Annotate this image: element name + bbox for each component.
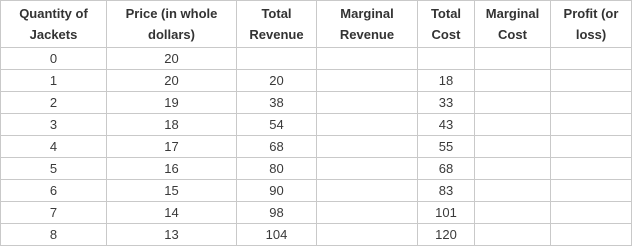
cell-marginal-cost <box>475 224 551 246</box>
header-row <box>1 1 632 48</box>
cell-marginal-revenue <box>317 136 418 158</box>
cell-total-cost: 120 <box>418 224 475 246</box>
cell-total-cost <box>418 48 475 70</box>
cell-marginal-cost <box>475 48 551 70</box>
header-total-revenue: Total Revenue <box>237 1 317 48</box>
cell-total-cost: 68 <box>418 158 475 180</box>
cell-profit <box>551 92 632 114</box>
cell-price: 20 <box>107 70 237 92</box>
header-price: Price (in whole dollars) <box>107 1 237 48</box>
cell-marginal-revenue <box>317 180 418 202</box>
table-row <box>1 202 632 224</box>
header-marginal-revenue: Marginal Revenue <box>317 1 418 48</box>
cell-quantity: 4 <box>1 136 107 158</box>
cell-total-revenue: 20 <box>237 70 317 92</box>
header-marginal-cost: Marginal Cost <box>475 1 551 48</box>
cell-price: 15 <box>107 180 237 202</box>
cell-price: 13 <box>107 224 237 246</box>
cell-quantity: 8 <box>1 224 107 246</box>
cell-total-revenue: 104 <box>237 224 317 246</box>
cell-marginal-revenue <box>317 158 418 180</box>
cell-profit <box>551 158 632 180</box>
cell-quantity: 5 <box>1 158 107 180</box>
cell-total-revenue: 98 <box>237 202 317 224</box>
cell-profit <box>551 202 632 224</box>
table-row <box>1 136 632 158</box>
header-profit: Profit (or loss) <box>551 1 632 48</box>
cell-marginal-cost <box>475 114 551 136</box>
cell-total-cost: 101 <box>418 202 475 224</box>
cell-marginal-cost <box>475 92 551 114</box>
cell-quantity: 3 <box>1 114 107 136</box>
cell-marginal-cost <box>475 70 551 92</box>
cell-total-cost: 55 <box>418 136 475 158</box>
table-row <box>1 70 632 92</box>
cell-quantity: 6 <box>1 180 107 202</box>
cell-total-cost: 43 <box>418 114 475 136</box>
header-quantity: Quantity of Jackets <box>1 1 107 48</box>
cell-quantity: 7 <box>1 202 107 224</box>
table-row <box>1 224 632 246</box>
cell-marginal-revenue <box>317 202 418 224</box>
cell-price: 20 <box>107 48 237 70</box>
table-row <box>1 48 632 70</box>
cell-price: 18 <box>107 114 237 136</box>
cell-marginal-revenue <box>317 70 418 92</box>
cell-total-revenue: 54 <box>237 114 317 136</box>
cell-profit <box>551 180 632 202</box>
cell-price: 17 <box>107 136 237 158</box>
cell-total-cost: 33 <box>418 92 475 114</box>
cell-quantity: 2 <box>1 92 107 114</box>
table-row <box>1 158 632 180</box>
cell-total-revenue: 68 <box>237 136 317 158</box>
cell-profit <box>551 48 632 70</box>
cell-total-cost: 83 <box>418 180 475 202</box>
cell-total-revenue <box>237 48 317 70</box>
cell-total-revenue: 80 <box>237 158 317 180</box>
cell-quantity: 0 <box>1 48 107 70</box>
cell-marginal-cost <box>475 158 551 180</box>
table-row <box>1 180 632 202</box>
cell-quantity: 1 <box>1 70 107 92</box>
cell-profit <box>551 114 632 136</box>
cell-profit <box>551 224 632 246</box>
table-row <box>1 114 632 136</box>
cell-total-revenue: 90 <box>237 180 317 202</box>
header-total-cost: Total Cost <box>418 1 475 48</box>
cell-price: 19 <box>107 92 237 114</box>
cell-marginal-revenue <box>317 224 418 246</box>
table-row <box>1 92 632 114</box>
cell-total-revenue: 38 <box>237 92 317 114</box>
cell-profit <box>551 70 632 92</box>
cell-price: 14 <box>107 202 237 224</box>
cell-price: 16 <box>107 158 237 180</box>
cell-marginal-cost <box>475 136 551 158</box>
cell-marginal-revenue <box>317 114 418 136</box>
cell-total-cost: 18 <box>418 70 475 92</box>
cell-marginal-cost <box>475 202 551 224</box>
cell-marginal-revenue <box>317 92 418 114</box>
cell-profit <box>551 136 632 158</box>
cell-marginal-cost <box>475 180 551 202</box>
cell-marginal-revenue <box>317 48 418 70</box>
